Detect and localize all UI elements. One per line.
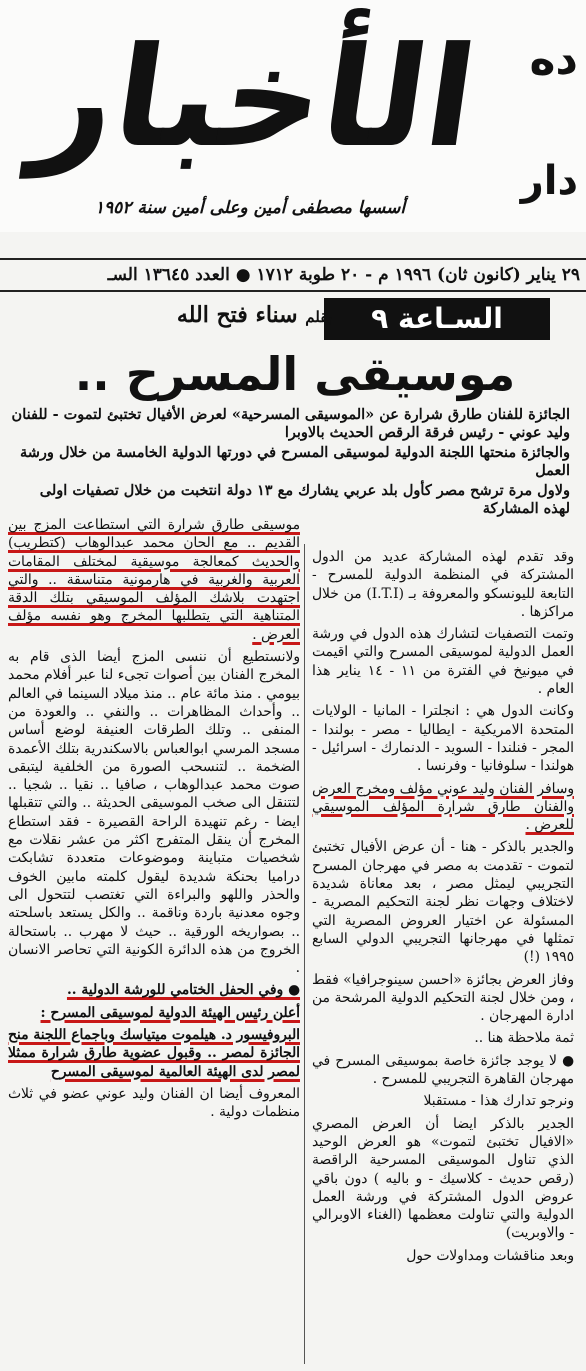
paragraph: وكانت الدول هي : انجلترا - المانيا - الولايات المتحدة الامريكية - ايطاليا - مصر - بولندا - المجر - فنلندا - السويد - الدنمارك - اسرائيل - هولندا - سلوفانيا - وفرنسا . <box>312 703 574 775</box>
founders-line: أسسها مصطفى أمين وعلى أمين سنة ١٩٥٢ <box>94 198 406 218</box>
highlighted-paragraph: أعلن رئيس الهيئة الدولية لموسيقى المسرح : <box>40 1004 300 1021</box>
highlighted-paragraph: البروفيسور د. هيلموت ميتياسك وباجماع اللجنة منح الجائزة لمصر .. وقبول عضوية طارق شرارة ممثلا لمصر لدى الهيئة العالمية لموسيقى المسرح <box>8 1027 300 1080</box>
right-column <box>312 548 574 1269</box>
article-lead <box>10 406 570 520</box>
paragraph: الجدير بالذكر ايضا أن العرض المصري «الافيال تختبئ لتموت» هو العرض الوحيد الذي تناول الموسيقى المسرحية الراقصة (رقص حديث - كلاسيك - و باليه ) دون باقي عروض الدول المشتركة في ورشة العمل الدولية والتي تناولت معظمها (الغناء الاوبرالي - والاوبريت) <box>312 1115 574 1242</box>
paragraph: ثمة ملاحظة هنا .. <box>474 1030 574 1047</box>
lead-paragraph: الجائزة للفنان طارق شرارة عن «الموسيقى المسرحية» لعرض الأفيال تختبئ لتموت - للفنان وليد عوني - رئيس فرقة الرقص الحديث بالاوبرا <box>11 406 570 441</box>
column-name-box: السـاعة ٩ <box>324 298 550 340</box>
author-name: سناء فتح الله <box>176 302 298 328</box>
masthead <box>0 0 586 232</box>
lead-paragraph: ولاول مرة ترشح مصر كأول بلد عربي يشارك مع ١٣ دولة انتخبت من خلال تصفيات اولى لهذه المشاركة <box>39 482 570 517</box>
paragraph: ونرجو تدارك هذا - مستقبلا <box>423 1093 574 1110</box>
paragraph: ولانستطيع أن ننسى المزج أيضا الذى قام به المخرج الفنان بين أصوات تجىء لنا عبر أفلام محمد بيومي . منذ مائة عام .. منذ ميلاد السينما في العالم .. وأحداث المظاهرات .. والنفي .. والعودة من المنفى .. وتلك الطرقات العنيفة لوضع أساس مسجد المرسي ابوالعباس بالاسكندرية بتلك الأعمدة الضخمة .. لتنسحب الصورة من الخلفية ليتبقى صوت محمد عبدالوهاب ، صافيا .. نقيا .. شجيا .. لتتنقل الى صخب الموسيقى الحديثة .. والتي تتقبلها ايضا - رغم تنهيدة الراحة القصيرة - فقد استطاع المخرج أن ينقل المتفرج اكثر من عشر نقلات مع شخصيات متباينة وموضوعات متعددة تشابكت دراميا بحنكة شديدة ليقول كلمته مابين الخوف والحذر واللهو والبراءة التي تغتصب لتتحول الى وجوه معدنية باردة وناقمة .. والكل يستعد باسلحته .. بصواريخه الورقية .. حيث لا مهرب .. باستحالة الخروج من هذه الدائرة الكونية التي تحاصر الانسان . <box>8 649 300 977</box>
byline-prefix: بقلم <box>305 308 332 326</box>
article-headline: موسيقى المسرح .. <box>74 347 516 401</box>
byline <box>22 302 332 328</box>
paragraph: وفاز العرض بجائزة «احسن سينوجرافيا» فقط ، ومن خلال لجنة التحكيم الدولية المرشحة من ادارة المهرجان . <box>312 971 574 1025</box>
highlighted-paragraph: ● وفي الحفل الختامي للورشة الدولية .. <box>66 982 300 999</box>
top-rule <box>0 258 586 260</box>
paragraph: ● لا يوجد جائزة خاصة بموسيقى المسرح في مهرجان القاهرة التجريبي للمسرح . <box>312 1052 574 1088</box>
paragraph: وتمت التصفيات لتشارك هذه الدول في ورشة العمل الدولية لموسيقى المسرح والتي اقيمت في ميونيخ في الفترة من ١١ - ١٤ يناير هذا العام . <box>312 626 574 698</box>
newspaper-logo: الأخبار <box>24 17 486 178</box>
paragraph: والجدير بالذكر - هنا - أن عرض الأفيال تختبئ لتموت - تقدمت به مصر في مهرجان المسرح التجريبي ليمثل مصر ، بعد معاناة شديدة لاختلاف وجهات نظر لجنة التحكيم المصرية - المسئولة عن اختيار العروض المصرية التي تمثلها في مهرجانها التجريبي الدولي السابع ١٩٩٥ (!) <box>312 839 574 966</box>
left-column <box>8 516 300 1126</box>
column-divider <box>304 544 305 1364</box>
dateline: ٢٩ يناير (كانون ثان) ١٩٩٦ م - ٢٠ طوبة ١٧١٢ ● العدد ١٣٦٤٥ السـ <box>107 265 580 285</box>
masthead-side-text-top: ده <box>529 34 578 85</box>
paragraph: المعروف أيضا ان الفنان وليد عوني عضو في ثلاث منظمات دولية . <box>8 1085 300 1121</box>
dateline-rule <box>0 290 586 292</box>
lead-paragraph: والجائزة منحتها اللجنة الدولية لموسيقى المسرح في دورتها الدولية الخامسة من خلال ورشة العمل <box>20 444 570 479</box>
paragraph: وقد تقدم لهذه المشاركة عديد من الدول المشتركة في المنظمة الدولية للمسرح - التابعة لليونسكو والمعروفة بـ (I.T.I) من خلال مراكزها . <box>312 549 574 620</box>
highlighted-paragraph: وسافر الفنان وليد عوني مؤلف ومخرج العرض والفنان طارق شرارة المؤلف الموسيقي للعرض . <box>312 780 574 834</box>
paragraph: وبعد مناقشات ومداولات حول <box>406 1247 574 1264</box>
highlighted-paragraph: موسيقى طارق شرارة التي استطاعت المزج بين القديم .. مع الحان محمد عبدالوهاب (كتطريب) والحديث كمعالجة موسيقية لمختلف المقامات العربية والغربية في هارمونية متناسقة .. والتي اجتهدت بلاشك المؤلف الموسيقي بتلك الدقة المتناهية التي يتطلبها المخرج وهو نفسه مؤلف العرض . <box>8 517 300 643</box>
masthead-side-text-bottom: دار <box>520 158 578 204</box>
column-header <box>12 298 580 342</box>
